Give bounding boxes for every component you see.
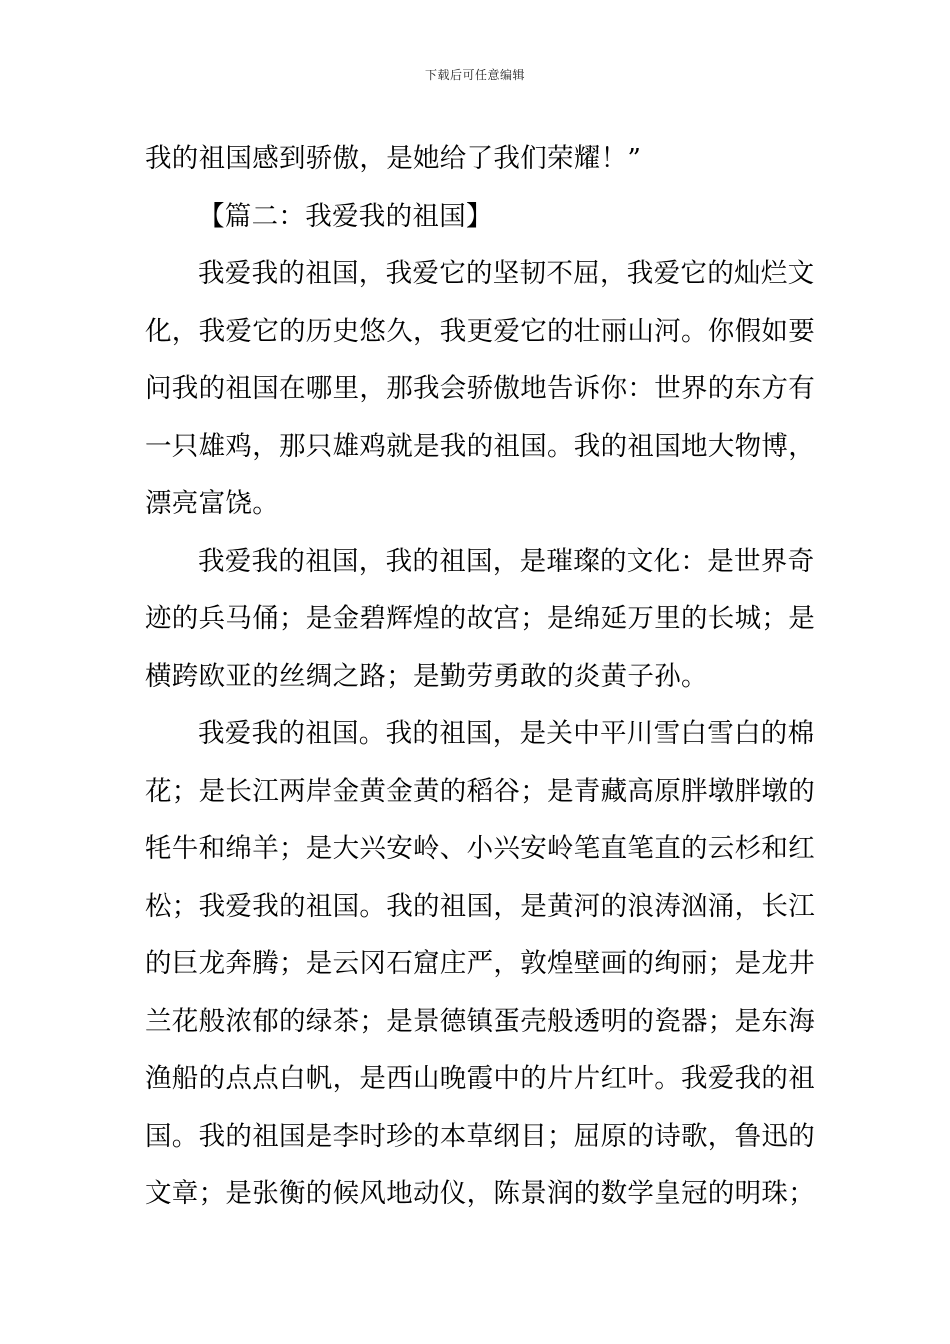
text-line: 兰花般浓郁的绿茶；是景德镇蛋壳般透明的瓷器；是东海 xyxy=(145,1005,815,1037)
document-body xyxy=(145,130,815,1223)
text-line: 我爱我的祖国，我爱它的坚韧不屈，我爱它的灿烂文 xyxy=(198,258,815,289)
text-line: 我爱我的祖国，我的祖国，是璀璨的文化：是世界奇 xyxy=(198,545,815,577)
text-line: 一只雄鸡，那只雄鸡就是我的祖国。我的祖国地大物博， xyxy=(145,430,815,462)
text-line: 漂亮富饶。 xyxy=(145,488,279,519)
page-header-note: 下载后可任意编辑 xyxy=(424,68,525,82)
text-line: 问我的祖国在哪里，那我会骄傲地告诉你：世界的东方有 xyxy=(145,373,815,404)
text-line: 我爱我的祖国。我的祖国，是关中平川雪白雪白的棉 xyxy=(198,718,815,749)
text-line: 我的祖国感到骄傲，是她给了我们荣耀！” xyxy=(145,143,642,174)
text-line: 化，我爱它的历史悠久，我更爱它的壮丽山河。你假如要 xyxy=(145,315,815,347)
text-line: 花；是长江两岸金黄金黄的稻谷；是青藏高原胖墩胖墩的 xyxy=(145,775,815,807)
section-heading: 【篇二：我爱我的祖国】 xyxy=(198,200,493,232)
text-line: 松；我爱我的祖国。我的祖国，是黄河的浪涛汹涌，长江 xyxy=(145,890,815,922)
text-line: 迹的兵马俑；是金碧辉煌的故宫；是绵延万里的长城；是 xyxy=(145,603,815,634)
text-line: 国。我的祖国是李时珍的本草纲目；屈原的诗歌，鲁迅的 xyxy=(145,1120,815,1152)
text-line: 横跨欧亚的丝绸之路；是勤劳勇敢的炎黄子孙。 xyxy=(145,660,708,692)
text-line: 文章；是张衡的候风地动仪，陈景润的数学皇冠的明珠； xyxy=(145,1178,815,1209)
text-line: 牦牛和绵羊；是大兴安岭、小兴安岭笔直笔直的云杉和红 xyxy=(145,833,815,864)
text-line: 的巨龙奔腾；是云冈石窟庄严，敦煌壁画的绚丽；是龙井 xyxy=(145,948,815,979)
text-line: 渔船的点点白帆，是西山晚霞中的片片红叶。我爱我的祖 xyxy=(145,1063,815,1094)
